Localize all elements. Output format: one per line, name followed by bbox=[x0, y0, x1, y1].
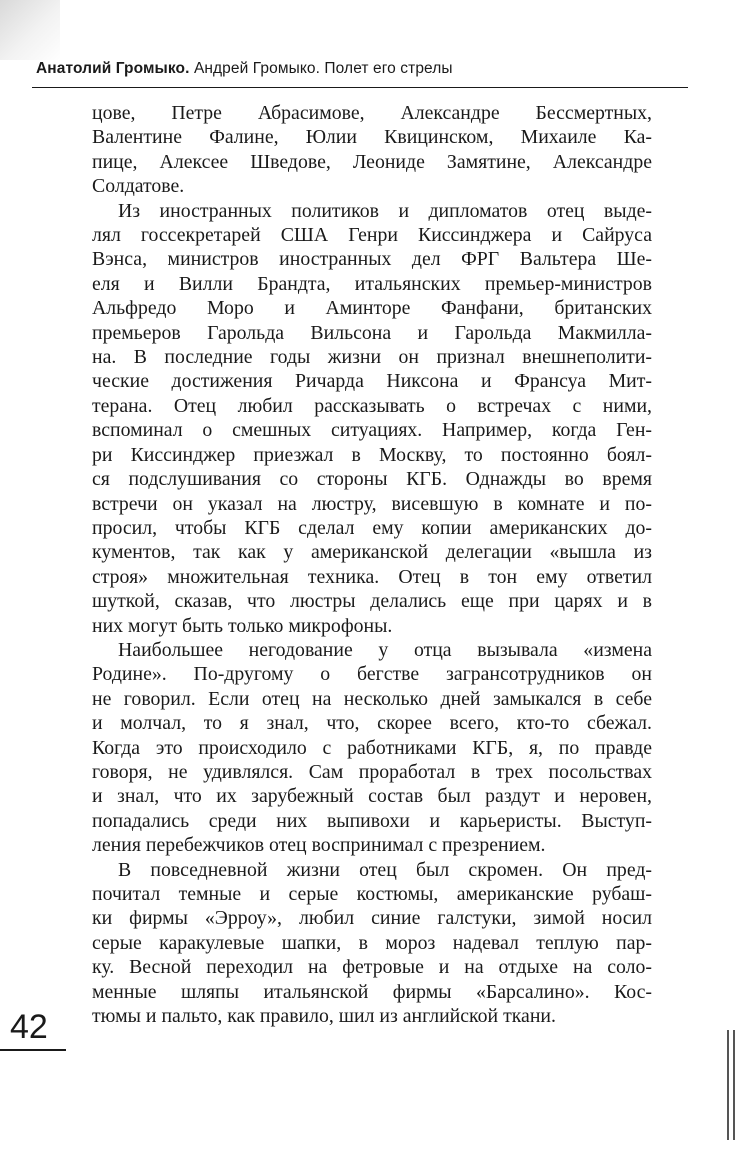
text-line: встречи он указал на люстру, висевшую в комнате и по- bbox=[92, 492, 652, 515]
text-line: говоря, не удивлялся. Сам проработал в трех посольствах bbox=[92, 760, 652, 783]
text-line: Из иностранных политиков и дипломатов отец выде- bbox=[118, 199, 652, 222]
text-line: цове, Петре Абрасимове, Александре Бессмертных, bbox=[92, 102, 652, 124]
paragraph bbox=[92, 858, 652, 1029]
text-line: Вэнса, министров иностранных дел ФРГ Вальтера Ше- bbox=[92, 248, 652, 271]
text-line: Когда это происходило с работниками КГБ, я, по правде bbox=[92, 736, 652, 759]
header-rule bbox=[32, 87, 688, 88]
text-line: В повседневной жизни отец был скромен. Он пред- bbox=[118, 858, 652, 881]
text-line: и молчал, то я знал, что, скорее всего, кто-то сбежал. bbox=[92, 712, 652, 735]
scan-edge-mark bbox=[727, 1030, 729, 1140]
page-number-rule bbox=[0, 1049, 66, 1051]
text-line: ся подслушивания со стороны КГБ. Однажды во время bbox=[92, 468, 652, 491]
text-line: Валентине Фалине, Юлии Квицинском, Михаиле Ка- bbox=[92, 126, 652, 149]
text-line: серые каракулевые шапки, в мороз надевал теплую пар- bbox=[92, 931, 652, 954]
text-line: почитал темные и серые костюмы, американские рубаш- bbox=[92, 883, 652, 905]
scan-edge-mark bbox=[733, 1030, 735, 1140]
text-line: менные шляпы итальянской фирмы «Барсалино». Кос- bbox=[92, 980, 652, 1003]
header-book-title: Андрей Громыко. Полет его стрелы bbox=[193, 60, 453, 77]
text-line: шуткой, сказав, что люстры делались еще при царях и в bbox=[92, 590, 652, 613]
text-line: тюмы и пальто, как правило, шил из английской ткани. bbox=[92, 1005, 556, 1028]
text-line: кументов, так как у американской делегации «вышла из bbox=[92, 541, 652, 564]
paragraph bbox=[92, 638, 652, 858]
header-author: Анатолий Громыко. bbox=[36, 60, 190, 77]
text-line: премьеров Гарольда Вильсона и Гарольда Макмилла- bbox=[92, 321, 652, 344]
text-line: ления перебежчиков отец воспринимал с презрением. bbox=[92, 834, 546, 857]
text-line: не говорил. Если отец на несколько дней замыкался в себе bbox=[92, 687, 652, 710]
text-line: на. В последние годы жизни он признал внешнеполити- bbox=[92, 346, 652, 369]
text-line: Наибольшее негодование у отца вызывала «измена bbox=[118, 638, 652, 661]
text-line: пице, Алексее Шведове, Леониде Замятине, Александре bbox=[92, 150, 652, 173]
text-line: еля и Вилли Брандта, итальянских премьер-министров bbox=[92, 272, 652, 295]
text-line: строя» множительная техника. Отец в тон ему ответил bbox=[92, 565, 652, 588]
text-line: Солдатове. bbox=[92, 175, 185, 198]
text-line: Родине». По-другому о бегстве загрансотрудников он bbox=[92, 663, 652, 686]
text-line: ку. Весной переходил на фетровые и на отдыхе на соло- bbox=[92, 956, 652, 979]
text-line: терана. Отец любил рассказывать о встречах с ними, bbox=[92, 394, 652, 417]
text-line: ческие достижения Ричарда Никсона и Франсуа Мит- bbox=[92, 370, 652, 393]
text-line: них могут быть только микрофоны. bbox=[92, 614, 393, 637]
text-line: ки фирмы «Эрроу», любил синие галстуки, зимой носил bbox=[92, 907, 652, 930]
scan-corner-shadow bbox=[0, 0, 60, 60]
running-header bbox=[36, 60, 686, 78]
paragraph bbox=[92, 101, 652, 199]
text-line: вспоминал о смешных ситуациях. Например, когда Ген- bbox=[92, 419, 652, 442]
text-line: Альфредо Моро и Аминторе Фанфани, британских bbox=[92, 297, 652, 320]
text-line: ри Киссинджер приезжал в Москву, то постоянно боял- bbox=[92, 443, 652, 466]
paragraph bbox=[92, 199, 652, 638]
text-line: и знал, что их зарубежный состав был раздут и неровен, bbox=[92, 785, 652, 808]
text-line: попадались среди них выпивохи и карьеристы. Выступ- bbox=[92, 809, 652, 832]
body-text bbox=[92, 101, 652, 1028]
page-number: 42 bbox=[10, 1008, 48, 1046]
text-line: просил, чтобы КГБ сделал ему копии американских до- bbox=[92, 516, 652, 539]
text-line: лял госсекретарей США Генри Киссинджера и Сайруса bbox=[92, 224, 652, 247]
